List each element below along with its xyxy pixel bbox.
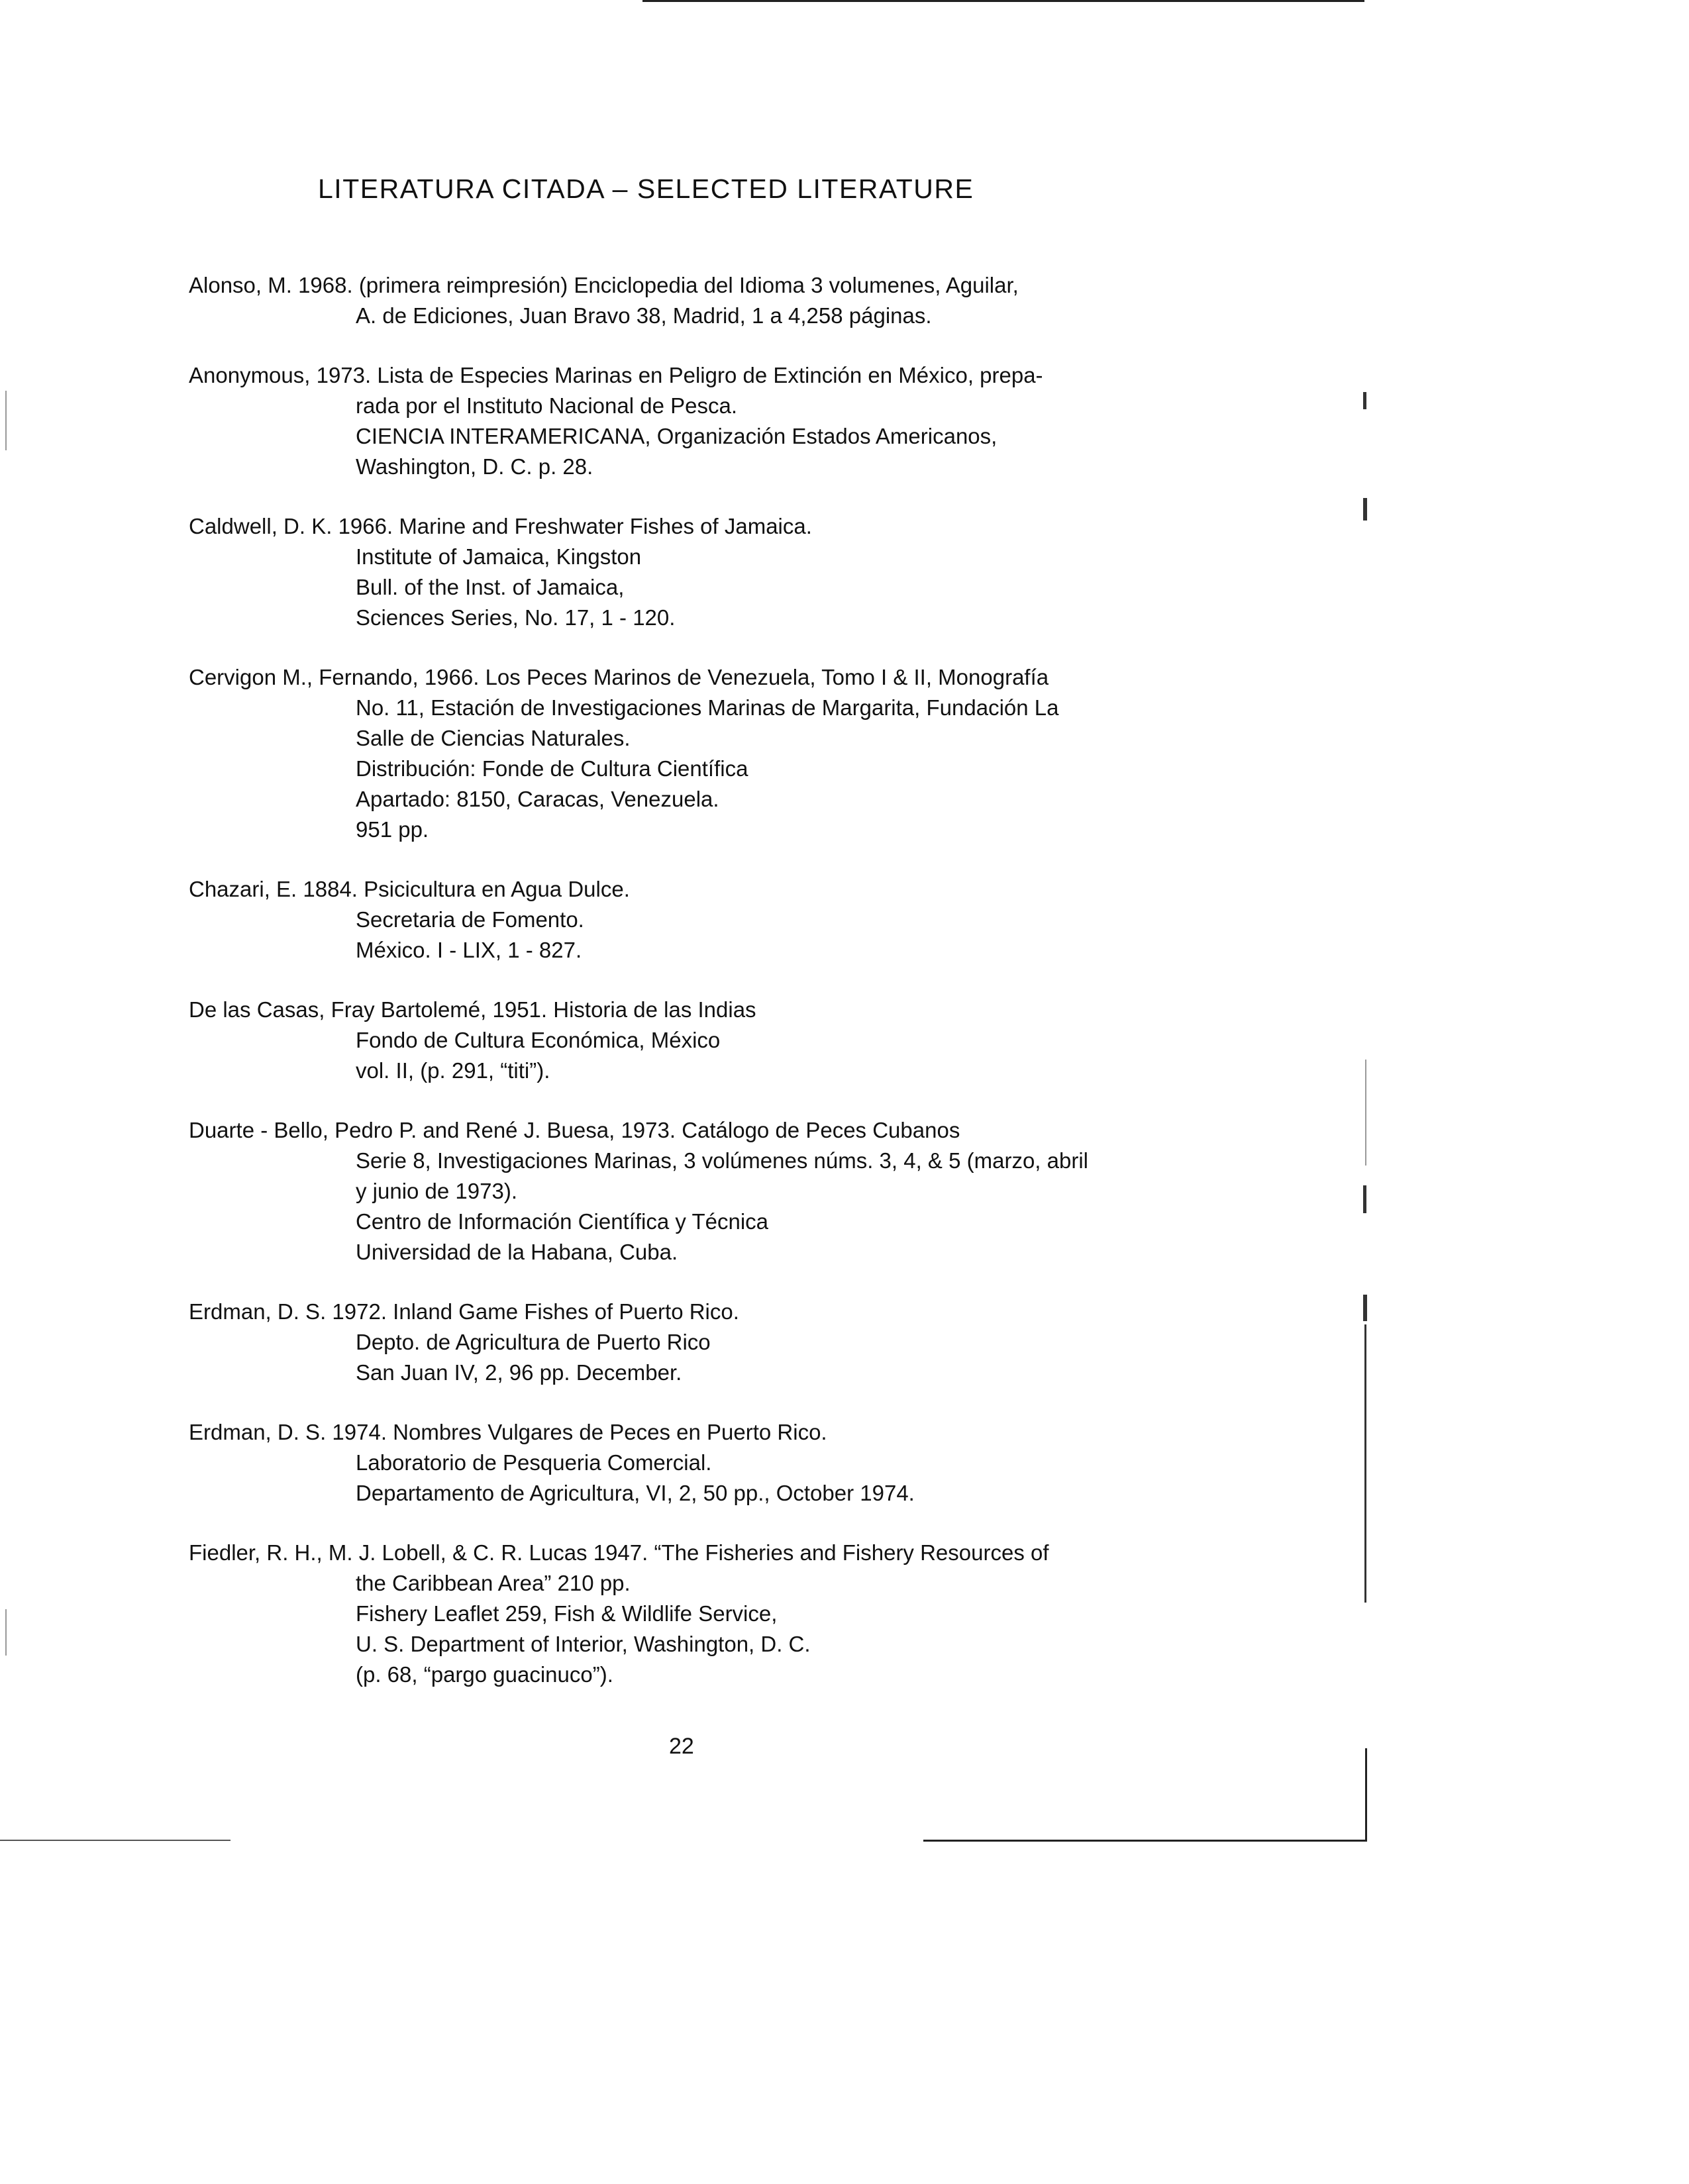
scan-mark [1365, 1060, 1366, 1166]
reference-entry [189, 874, 1182, 966]
reference-entry [189, 1297, 1182, 1388]
reference-line: Cervigon M., Fernando, 1966. Los Peces Marinos de Venezuela, Tomo I & II, Monografía [189, 665, 1049, 689]
scan-edge-bottom-right [923, 1840, 1367, 1842]
scan-edge-right [1365, 1748, 1367, 1841]
reference-line: Caldwell, D. K. 1966. Marine and Freshwater Fishes of Jamaica. [189, 514, 812, 538]
reference-entry [189, 662, 1182, 845]
page-number: 22 [669, 1734, 694, 1759]
scan-mark [1363, 1185, 1366, 1213]
reference-line: Chazari, E. 1884. Psicicultura en Agua Dulce. [189, 877, 630, 901]
reference-entry [189, 1417, 1182, 1509]
reference-list [189, 270, 1182, 1719]
scan-mark [5, 391, 7, 450]
reference-line: Erdman, D. S. 1974. Nombres Vulgares de Peces en Puerto Rico. [189, 1420, 827, 1444]
scan-edge-bottom-left [0, 1840, 230, 1841]
reference-line: Depto. de Agricultura de Puerto Rico [356, 1330, 711, 1354]
reference-entry [189, 360, 1182, 482]
reference-entry [189, 511, 1182, 633]
reference-line: Universidad de la Habana, Cuba. [356, 1240, 678, 1264]
reference-line: Duarte - Bello, Pedro P. and René J. Buesa, 1973. Catálogo de Peces Cubanos [189, 1118, 960, 1142]
reference-line: (p. 68, “pargo guacinuco”). [356, 1662, 613, 1687]
scan-edge-top [642, 0, 1364, 2]
reference-line: Fishery Leaflet 259, Fish & Wildlife Service, [356, 1601, 778, 1626]
reference-line: México. I - LIX, 1 - 827. [356, 938, 582, 962]
reference-line: Secretaria de Fomento. [356, 907, 584, 932]
reference-line: U. S. Department of Interior, Washington, D. C. [356, 1632, 811, 1656]
reference-line: Serie 8, Investigaciones Marinas, 3 volúmenes núms. 3, 4, & 5 (marzo, abril [356, 1148, 1088, 1173]
reference-line: Washington, D. C. p. 28. [356, 454, 593, 479]
reference-line: rada por el Instituto Nacional de Pesca. [356, 393, 738, 418]
reference-entry [189, 270, 1182, 331]
reference-line: vol. II, (p. 291, “titi”). [356, 1058, 550, 1083]
reference-line: Bull. of the Inst. of Jamaica, [356, 575, 625, 599]
reference-line: Institute of Jamaica, Kingston [356, 544, 642, 569]
reference-line: San Juan IV, 2, 96 pp. December. [356, 1360, 682, 1385]
scan-mark [1363, 392, 1366, 409]
reference-line: Distribución: Fonde de Cultura Científica [356, 756, 748, 781]
reference-line: the Caribbean Area” 210 pp. [356, 1571, 631, 1595]
reference-line: Sciences Series, No. 17, 1 - 120. [356, 605, 676, 630]
reference-entry [189, 1115, 1182, 1267]
reference-entry [189, 1538, 1182, 1690]
page-title: LITERATURA CITADA – SELECTED LITERATURE [318, 174, 974, 204]
reference-line: De las Casas, Fray Bartolemé, 1951. Historia de las Indias [189, 997, 756, 1022]
reference-line: Alonso, M. 1968. (primera reimpresión) Enciclopedia del Idioma 3 volumenes, Aguilar, [189, 273, 1019, 297]
reference-line: Fondo de Cultura Económica, México [356, 1028, 721, 1052]
reference-line: Centro de Información Científica y Técnica [356, 1209, 769, 1234]
reference-line: CIENCIA INTERAMERICANA, Organización Estados Americanos, [356, 424, 998, 448]
reference-line: Salle de Ciencias Naturales. [356, 726, 631, 750]
reference-line: Departamento de Agricultura, VI, 2, 50 pp., October 1974. [356, 1481, 915, 1505]
reference-line: Erdman, D. S. 1972. Inland Game Fishes of Puerto Rico. [189, 1299, 739, 1324]
reference-line: Fiedler, R. H., M. J. Lobell, & C. R. Lucas 1947. “The Fisheries and Fishery Resources of [189, 1540, 1049, 1565]
reference-line: A. de Ediciones, Juan Bravo 38, Madrid, 1 a 4,258 páginas. [356, 303, 932, 328]
scan-mark [1364, 1324, 1366, 1603]
reference-line: Anonymous, 1973. Lista de Especies Marinas en Peligro de Extinción en México, prepa- [189, 363, 1043, 387]
reference-entry [189, 995, 1182, 1086]
reference-line: y junio de 1973). [356, 1179, 518, 1203]
reference-line: Apartado: 8150, Caracas, Venezuela. [356, 787, 719, 811]
scan-mark [1363, 498, 1367, 521]
reference-line: 951 pp. [356, 817, 429, 842]
scan-mark [5, 1609, 7, 1656]
scan-mark [1363, 1295, 1367, 1321]
reference-line: Laboratorio de Pesqueria Comercial. [356, 1450, 712, 1475]
reference-line: No. 11, Estación de Investigaciones Marinas de Margarita, Fundación La [356, 695, 1059, 720]
